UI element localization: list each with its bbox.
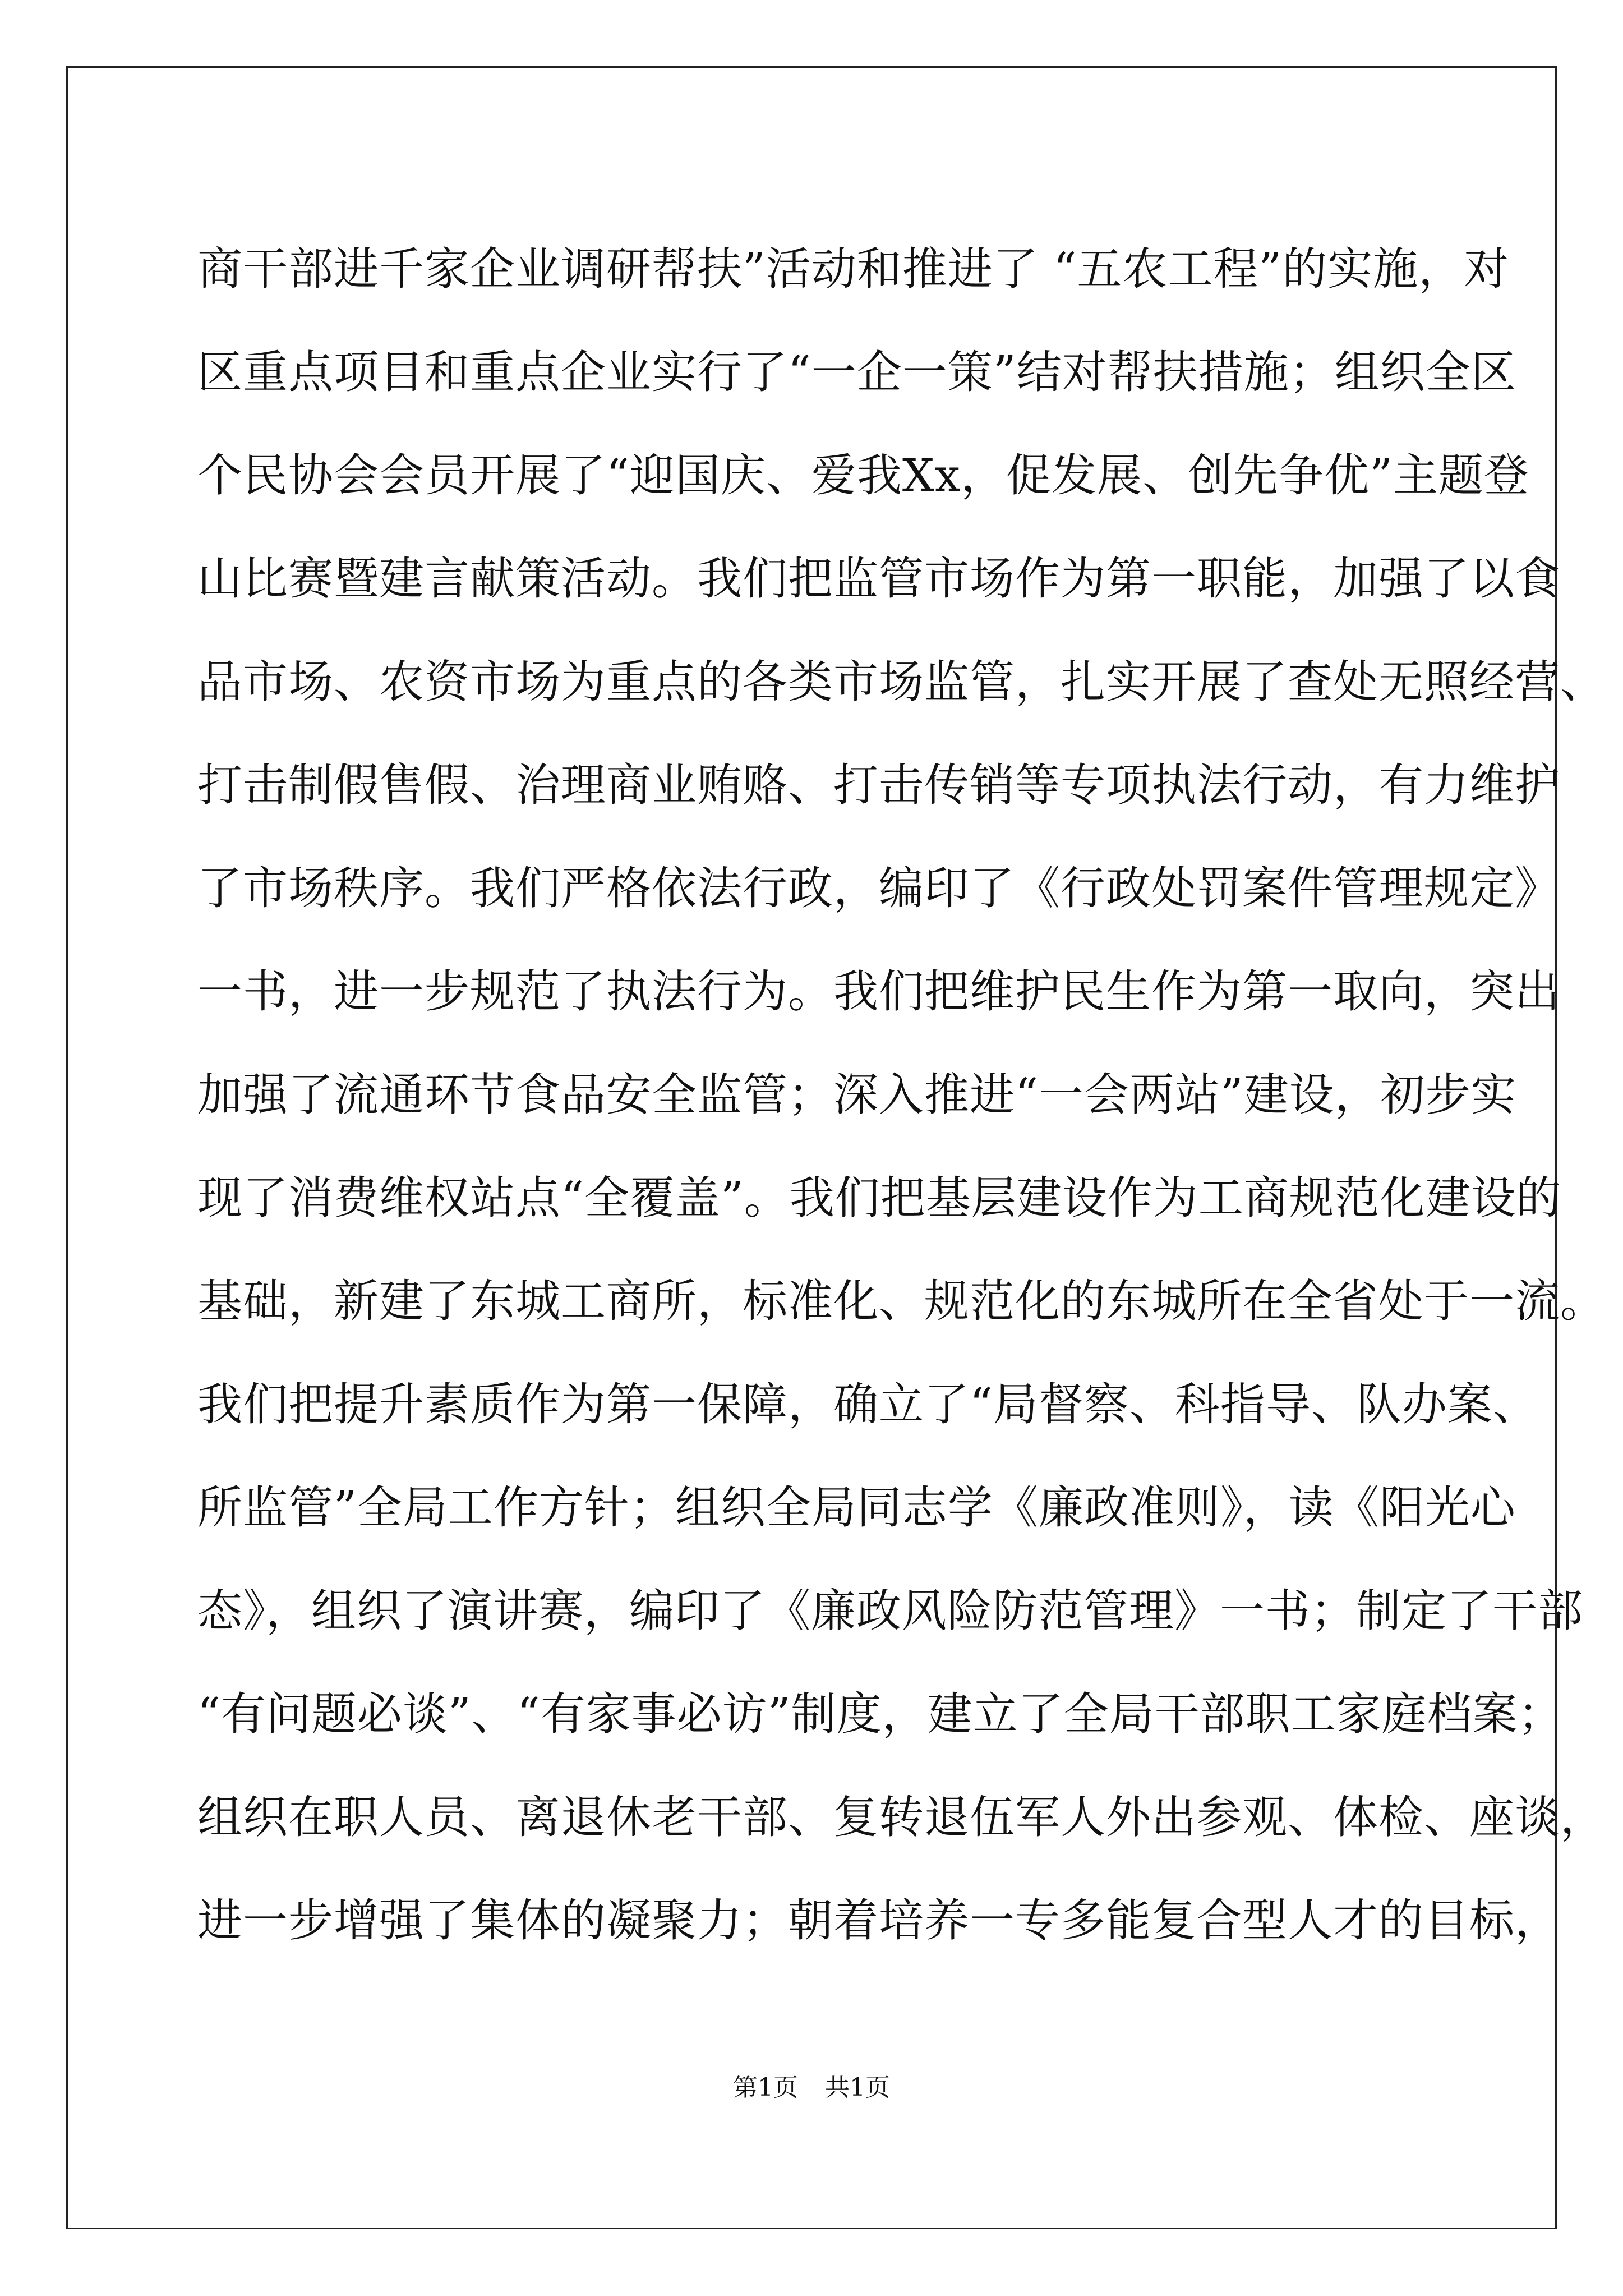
page-total: 共1页 <box>825 2073 890 2102</box>
text-line: 一书，进一步规范了执法行为。我们把维护民生作为第一取向，突出 <box>197 965 1560 1018</box>
text-line: “有问题必谈”、“有家事必访”制度，建立了全局干部职工家庭档案； <box>197 1688 1564 1740</box>
page-number: 第1页 <box>733 2073 798 2102</box>
text-line: 基础，新建了东城工商所，标准化、规范化的东城所在全省处于一流。 <box>197 1275 1606 1327</box>
text-line: 商干部进千家企业调研帮扶”活动和推进了 “五农工程”的实施，对 <box>197 243 1510 295</box>
text-line: 区重点项目和重点企业实行了“一企一策”结对帮扶措施；组织全区 <box>197 346 1516 398</box>
page-footer <box>0 2067 1623 2103</box>
text-line: 山比赛暨建言献策活动。我们把监管市场作为第一职能，加强了以食 <box>197 553 1560 605</box>
text-line: 所监管”全局工作方针；组织全局同志学《廉政准则》，读《阳光心 <box>197 1481 1516 1534</box>
text-line: 组织在职人员、离退休老干部、复转退伍军人外出参观、体检、座谈， <box>197 1791 1606 1843</box>
text-line: 现了消费维权站点“全覆盖”。我们把基层建设作为工商规范化建设的 <box>197 1172 1562 1224</box>
text-line: 态》，组织了演讲赛，编印了《廉政风险防范管理》一书；制定了干部 <box>197 1585 1583 1637</box>
text-line: 进一步增强了集体的凝聚力；朝着培养一专多能复合型人才的目标， <box>197 1894 1560 1947</box>
text-line: 打击制假售假、治理商业贿赂、打击传销等专项执法行动，有力维护 <box>197 759 1560 811</box>
body-text <box>197 218 1606 1972</box>
text-line: 个民协会会员开展了“迎国庆、爱我Xx，促发展、创先争优”主题登 <box>197 449 1529 501</box>
text-line: 了市场秩序。我们严格依法行政，编印了《行政处罚案件管理规定》 <box>197 862 1560 914</box>
text-line: 加强了流通环节食品安全监管；深入推进“一会两站”建设，初步实 <box>197 1069 1516 1121</box>
text-line: 我们把提升素质作为第一保障，确立了“局督察、科指导、队办案、 <box>197 1378 1538 1430</box>
text-line: 品市场、农资市场为重点的各类市场监管，扎实开展了查处无照经营、 <box>197 656 1606 708</box>
